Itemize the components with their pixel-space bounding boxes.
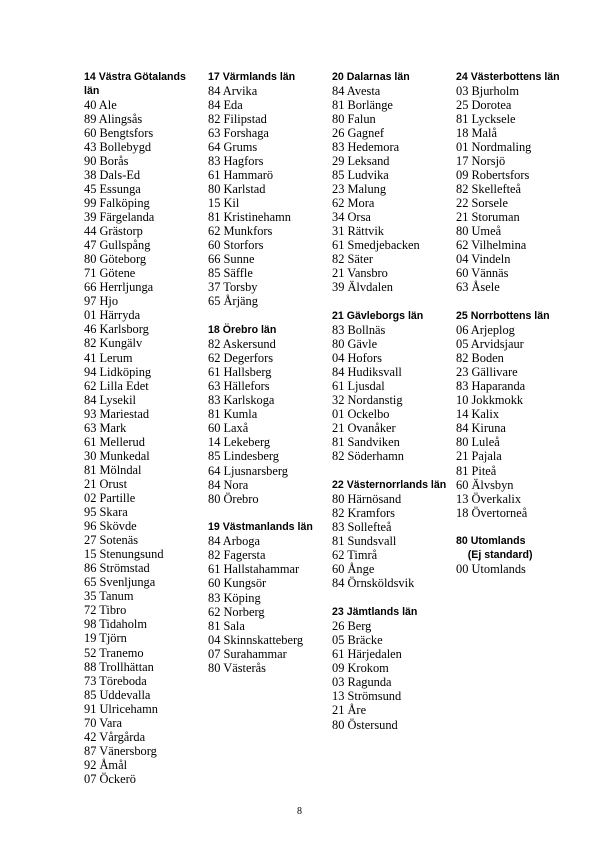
municipality-entry: 81 Lycksele (456, 111, 516, 126)
county-heading: 25 Norrbottens län (456, 309, 550, 322)
municipality-entry: 81 Mölndal (84, 462, 142, 477)
municipality-entry: 60 Bengtsfors (84, 125, 154, 140)
municipality-entry: 82 Kungälv (84, 336, 143, 351)
section-spacer (332, 294, 454, 308)
municipality-entry: 43 Bollebygd (84, 139, 152, 154)
municipality-entry: 83 Bollnäs (332, 323, 386, 338)
section-spacer (456, 294, 576, 308)
municipality-entry: 15 Kil (208, 196, 240, 211)
municipality-entry: 66 Herrljunga (84, 280, 154, 295)
municipality-entry: 72 Tibro (84, 603, 127, 618)
municipality-entry: 03 Ragunda (332, 675, 392, 690)
municipality-entry: 61 Hallstahammar (208, 562, 300, 577)
municipality-entry: 61 Hammarö (208, 167, 274, 182)
municipality-entry: 99 Falköping (84, 196, 150, 211)
municipality-entry: 61 Härjedalen (332, 647, 402, 662)
section-spacer (208, 308, 330, 322)
page-number: 8 (297, 806, 302, 817)
column-2 (208, 69, 330, 675)
municipality-entry: 06 Arjeplog (456, 323, 515, 338)
municipality-entry: 21 Vansbro (332, 266, 388, 281)
municipality-entry: 42 Vårgårda (84, 729, 146, 744)
municipality-entry: 91 Ulricehamn (84, 701, 158, 716)
municipality-entry: 62 Lilla Edet (84, 378, 149, 393)
municipality-entry: 04 Skinnskatteberg (208, 632, 304, 647)
municipality-entry: 10 Jokkmokk (456, 393, 524, 408)
municipality-entry: 80 Östersund (332, 717, 398, 732)
municipality-entry: 84 Kiruna (456, 421, 506, 436)
municipality-entry: 45 Essunga (84, 181, 141, 196)
municipality-entry: 82 Boden (456, 351, 504, 366)
municipality-entry: 62 Timrå (332, 548, 378, 563)
county-heading: 19 Västmanlands län (208, 521, 313, 534)
municipality-entry: 84 Nora (208, 477, 249, 492)
municipality-entry: 17 Norsjö (456, 153, 506, 168)
municipality-entry: 60 Storfors (208, 238, 264, 253)
municipality-entry: 83 Köping (208, 590, 261, 605)
municipality-entry: 80 Gävle (332, 337, 378, 352)
municipality-entry: 40 Ale (84, 97, 117, 112)
municipality-entry: 82 Askersund (208, 337, 276, 352)
municipality-entry: 80 Göteborg (84, 252, 147, 267)
municipality-entry: 46 Karlsborg (84, 322, 149, 337)
municipality-entry: 21 Pajala (456, 449, 502, 464)
municipality-entry: 61 Mellerud (84, 434, 145, 449)
municipality-entry: 85 Ludvika (332, 167, 389, 182)
municipality-entry: 63 Mark (84, 420, 127, 435)
municipality-entry: 01 Härryda (84, 308, 141, 323)
municipality-entry: 84 Lysekil (84, 392, 136, 407)
municipality-entry: 31 Rättvik (332, 224, 384, 239)
column-4 (456, 69, 576, 576)
municipality-entry: 93 Mariestad (84, 406, 150, 421)
municipality-entry: 14 Kalix (456, 407, 500, 422)
municipality-entry: 80 Falun (332, 111, 376, 126)
municipality-entry: 63 Åsele (456, 280, 500, 295)
municipality-entry: 62 Degerfors (208, 351, 274, 366)
municipality-entry: 07 Öckerö (84, 771, 136, 786)
municipality-entry: 84 Örnsköldsvik (332, 576, 415, 591)
municipality-entry: 86 Strömstad (84, 561, 150, 576)
municipality-entry: 38 Dals-Ed (84, 167, 141, 182)
municipality-entry: 41 Lerum (84, 350, 133, 365)
municipality-entry: 29 Leksand (332, 153, 390, 168)
municipality-entry: 71 Götene (84, 266, 136, 281)
municipality-entry: 81 Sala (208, 618, 245, 633)
municipality-entry: 30 Munkedal (84, 448, 150, 463)
municipality-entry: 32 Nordanstig (332, 393, 403, 408)
municipality-entry: 21 Ovanåker (332, 421, 396, 436)
municipality-entry: 60 Laxå (208, 421, 249, 436)
municipality-entry: 84 Eda (208, 97, 243, 112)
municipality-entry: 07 Surahammar (208, 646, 287, 661)
county-heading: 20 Dalarnas län (332, 70, 410, 83)
municipality-entry: 05 Arvidsjaur (456, 337, 524, 352)
municipality-entry: 05 Bräcke (332, 633, 383, 648)
municipality-entry: 60 Ånge (332, 562, 375, 577)
column-3 (332, 69, 454, 732)
municipality-entry: 81 Sundsvall (332, 534, 397, 549)
municipality-entry: 60 Vännäs (456, 266, 509, 281)
municipality-entry: 04 Vindeln (456, 252, 511, 267)
municipality-entry: 81 Piteå (456, 463, 497, 478)
municipality-entry: 62 Munkfors (208, 224, 273, 239)
municipality-entry: 96 Skövde (84, 519, 137, 534)
municipality-entry: 60 Älvsbyn (456, 477, 514, 492)
municipality-entry: 73 Töreboda (84, 673, 147, 688)
municipality-entry: 34 Orsa (332, 210, 371, 225)
municipality-entry: 80 Karlstad (208, 181, 266, 196)
municipality-entry: 35 Tanum (84, 589, 134, 604)
municipality-entry: 98 Tidaholm (84, 617, 148, 632)
county-heading: 14 Västra Götalands län (84, 70, 189, 97)
municipality-entry: 21 Orust (84, 476, 128, 491)
municipality-entry: 21 Åre (332, 703, 367, 718)
municipality-entry: 26 Berg (332, 619, 372, 634)
municipality-entry: 89 Alingsås (84, 111, 143, 126)
municipality-entry: 80 Luleå (456, 435, 500, 450)
county-heading: 21 Gävleborgs län (332, 309, 424, 322)
municipality-entry: 02 Partille (84, 491, 136, 505)
municipality-entry: 83 Hagfors (208, 153, 264, 168)
column-1 (84, 69, 204, 786)
municipality-entry: 82 Kramfors (332, 506, 395, 521)
county-heading: 18 Örebro län (208, 324, 277, 337)
municipality-entry: 13 Strömsund (332, 689, 402, 704)
municipality-entry: 01 Nordmaling (456, 139, 532, 154)
municipality-entry: 82 Filipstad (208, 111, 267, 126)
municipality-entry: 61 Ljusdal (332, 379, 385, 394)
municipality-entry: 21 Storuman (456, 210, 520, 225)
municipality-entry: 52 Tranemo (84, 645, 144, 660)
county-heading: 80 Utomlands (Ej standard) (456, 535, 533, 562)
municipality-entry: 60 Kungsör (208, 576, 267, 591)
municipality-entry: 09 Krokom (332, 661, 389, 676)
municipality-entry: 84 Arvika (208, 83, 258, 98)
municipality-entry: 01 Ockelbo (332, 407, 390, 422)
municipality-entry: 61 Smedjebacken (332, 238, 420, 253)
municipality-entry: 80 Umeå (456, 224, 502, 239)
municipality-entry: 64 Grums (208, 139, 258, 154)
municipality-entry: 80 Örebro (208, 491, 259, 506)
municipality-entry: 81 Sandviken (332, 435, 400, 450)
municipality-entry: 27 Sotenäs (84, 533, 139, 548)
municipality-entry: 63 Forshaga (208, 125, 269, 140)
municipality-entry: 97 Hjo (84, 294, 119, 309)
municipality-entry: 39 Färgelanda (84, 210, 155, 225)
municipality-entry: 15 Stenungsund (84, 547, 164, 562)
municipality-entry: 82 Skellefteå (456, 181, 522, 196)
municipality-entry: 22 Sorsele (456, 196, 508, 211)
municipality-entry: 00 Utomlands (456, 562, 526, 577)
municipality-entry: 62 Norberg (208, 604, 265, 619)
municipality-entry: 23 Gällivare (456, 365, 518, 380)
county-heading: 23 Jämtlands län (332, 606, 418, 619)
municipality-entry: 13 Överkalix (456, 491, 522, 506)
municipality-entry: 04 Hofors (332, 351, 382, 366)
municipality-entry: 47 Gullspång (84, 238, 151, 253)
municipality-entry: 90 Borås (84, 153, 129, 168)
section-spacer (456, 520, 576, 534)
municipality-entry: 82 Fagersta (208, 548, 266, 563)
county-heading: 17 Värmlands län (208, 70, 296, 83)
county-heading: 22 Västernorrlands län (332, 479, 447, 492)
municipality-entry: 18 Malå (456, 125, 497, 140)
municipality-entry: 83 Sollefteå (332, 520, 392, 535)
municipality-entry: 09 Robertsfors (456, 167, 530, 182)
municipality-entry: 87 Vänersborg (84, 743, 157, 758)
municipality-entry: 14 Lekeberg (208, 435, 271, 450)
municipality-entry: 81 Kumla (208, 407, 258, 422)
municipality-entry: 62 Mora (332, 196, 375, 211)
municipality-entry: 85 Lindesberg (208, 449, 280, 464)
municipality-entry: 85 Uddevalla (84, 687, 151, 702)
municipality-entry: 95 Skara (84, 505, 128, 520)
municipality-entry: 83 Hedemora (332, 139, 400, 154)
municipality-entry: 61 Hallsberg (208, 365, 272, 380)
municipality-entry: 26 Gagnef (332, 125, 384, 140)
municipality-entry: 81 Borlänge (332, 97, 393, 112)
municipality-entry: 65 Årjäng (208, 294, 258, 309)
municipality-entry: 66 Sunne (208, 252, 255, 267)
municipality-entry: 70 Vara (84, 715, 122, 730)
municipality-entry: 25 Dorotea (456, 97, 512, 112)
municipality-entry: 82 Säter (332, 252, 373, 267)
municipality-entry: 62 Vilhelmina (456, 238, 527, 253)
municipality-entry: 83 Karlskoga (208, 393, 275, 408)
municipality-entry: 84 Avesta (332, 83, 381, 98)
municipality-entry: 85 Säffle (208, 266, 253, 281)
municipality-entry: 80 Västerås (208, 660, 266, 675)
municipality-entry: 03 Bjurholm (456, 83, 519, 98)
municipality-entry: 81 Kristinehamn (208, 210, 291, 225)
section-spacer (332, 591, 454, 605)
municipality-entry: 37 Torsby (208, 280, 258, 295)
municipality-entry: 18 Övertorneå (456, 505, 528, 520)
municipality-entry: 39 Älvdalen (332, 280, 393, 295)
section-spacer (208, 506, 330, 520)
municipality-entry: 63 Hällefors (208, 379, 270, 394)
municipality-entry: 83 Haparanda (456, 379, 526, 394)
municipality-entry: 84 Arboga (208, 534, 260, 549)
section-spacer (332, 464, 454, 478)
municipality-entry: 92 Åmål (84, 757, 128, 772)
municipality-entry: 19 Tjörn (84, 631, 127, 646)
municipality-entry: 82 Söderhamn (332, 449, 404, 464)
county-heading: 24 Västerbottens län (456, 70, 560, 83)
municipality-entry: 64 Ljusnarsberg (208, 463, 288, 478)
municipality-entry: 23 Malung (332, 181, 387, 196)
municipality-entry: 84 Hudiksvall (332, 365, 402, 380)
municipality-entry: 80 Härnösand (332, 492, 402, 507)
municipality-entry: 65 Svenljunga (84, 575, 156, 590)
municipality-entry: 94 Lidköping (84, 364, 152, 379)
municipality-entry: 44 Grästorp (84, 224, 143, 239)
municipality-entry: 88 Trollhättan (84, 659, 154, 674)
